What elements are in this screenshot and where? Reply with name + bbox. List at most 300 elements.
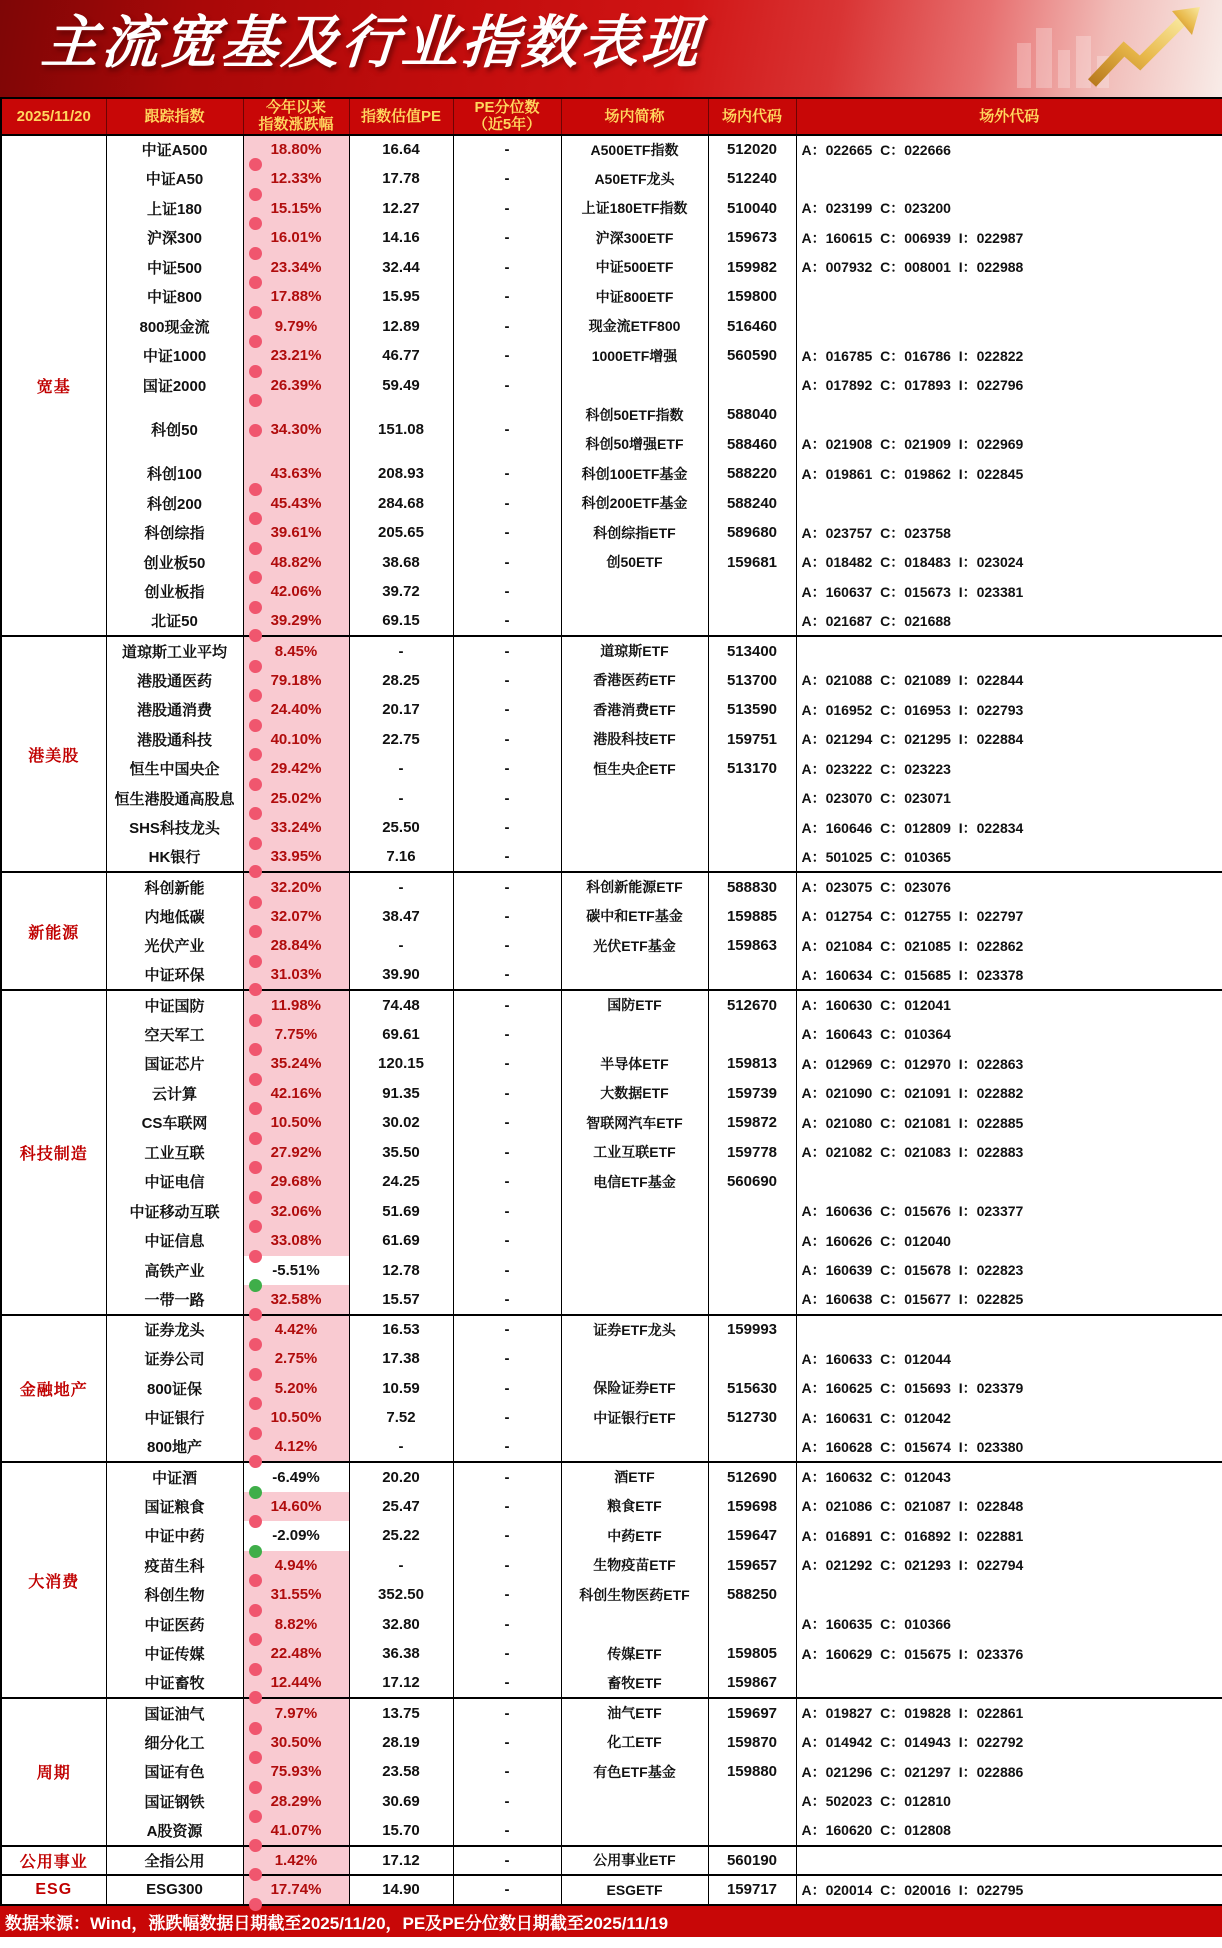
fund-abbr-cell: 科创新能源ETF — [561, 872, 708, 902]
pe-cell: 46.77 — [349, 341, 453, 371]
index-name-cell: 空天军工 — [106, 1020, 243, 1050]
positive-change-dot-icon — [249, 719, 262, 732]
fund-abbr-cell — [561, 1610, 708, 1640]
table-row — [1, 489, 1222, 519]
table-row — [1, 1079, 1222, 1109]
fund-code-cell: 589680 — [708, 518, 796, 548]
otc-codes-cell: A：021292 C：021293 I：022794 — [796, 1551, 1222, 1581]
fund-code-cell: 159880 — [708, 1757, 796, 1787]
table-row — [1, 961, 1222, 991]
pe-cell: 30.69 — [349, 1787, 453, 1817]
fund-abbr-cell — [561, 784, 708, 814]
otc-codes-cell: A：160632 C：012043 — [796, 1462, 1222, 1492]
fund-abbr-cell — [561, 1285, 708, 1315]
ytd-change-value: 7.97% — [274, 1704, 318, 1722]
fund-abbr-cell — [561, 1816, 708, 1846]
positive-change-dot-icon — [249, 1220, 262, 1233]
otc-codes-cell: A：160639 C：015678 I：022823 — [796, 1256, 1222, 1286]
otc-codes-cell: A：160628 C：015674 I：023380 — [796, 1433, 1222, 1463]
fund-code-cell: 159867 — [708, 1669, 796, 1699]
pe-percentile-cell: - — [453, 1462, 561, 1492]
fund-code-cell: 588040 — [708, 400, 796, 430]
pe-cell: 23.58 — [349, 1757, 453, 1787]
pe-percentile-cell: - — [453, 1226, 561, 1256]
fund-code-cell: 159993 — [708, 1315, 796, 1345]
otc-codes-cell: A：012969 C：012970 I：022863 — [796, 1049, 1222, 1079]
index-name-cell: 800地产 — [106, 1433, 243, 1463]
otc-codes-cell: A：021687 C：021688 — [796, 607, 1222, 637]
ytd-change-value: 30.50% — [270, 1733, 322, 1751]
fund-abbr-cell: 油气ETF — [561, 1698, 708, 1728]
index-name-cell: 中证传媒 — [106, 1639, 243, 1669]
index-name-cell: HK银行 — [106, 843, 243, 873]
otc-codes-cell: A：160629 C：015675 I：023376 — [796, 1639, 1222, 1669]
otc-codes-cell: A：021084 C：021085 I：022862 — [796, 931, 1222, 961]
index-name-cell: 国证芯片 — [106, 1049, 243, 1079]
positive-change-dot-icon — [249, 1043, 262, 1056]
table-row — [1, 253, 1222, 283]
index-name-cell: 中证A50 — [106, 164, 243, 194]
index-name-cell: 800证保 — [106, 1374, 243, 1404]
fund-code-cell: 513700 — [708, 666, 796, 696]
ytd-change-value: 31.55% — [270, 1586, 322, 1604]
index-name-cell: 恒生港股通高股息 — [106, 784, 243, 814]
ytd-change-value: 4.94% — [274, 1556, 318, 1574]
fund-code-cell — [708, 1816, 796, 1846]
fund-code-cell — [708, 1610, 796, 1640]
fund-code-cell: 159870 — [708, 1728, 796, 1758]
fund-abbr-cell: 中药ETF — [561, 1521, 708, 1551]
table-row — [1, 931, 1222, 961]
ytd-change-value: 39.61% — [270, 524, 322, 542]
negative-change-dot-icon — [249, 1279, 262, 1292]
positive-change-dot-icon — [249, 217, 262, 230]
pe-cell: 12.27 — [349, 194, 453, 224]
pe-percentile-cell: - — [453, 1757, 561, 1787]
positive-change-dot-icon — [249, 1455, 262, 1468]
header-col-ytd — [243, 98, 349, 135]
fund-code-cell: 588830 — [708, 872, 796, 902]
positive-change-dot-icon — [249, 1663, 262, 1676]
fund-abbr-cell: 化工ETF — [561, 1728, 708, 1758]
table-row — [1, 459, 1222, 489]
fund-abbr-cell — [561, 961, 708, 991]
pe-percentile-cell: - — [453, 754, 561, 784]
pe-cell: 32.44 — [349, 253, 453, 283]
table-body — [1, 135, 1222, 1905]
positive-change-dot-icon — [249, 1191, 262, 1204]
positive-change-dot-icon — [249, 1898, 262, 1911]
ytd-change-value: 14.60% — [270, 1497, 322, 1515]
table-row — [1, 194, 1222, 224]
table-row — [1, 1669, 1222, 1699]
pe-percentile-cell: - — [453, 1698, 561, 1728]
fund-abbr-cell: 科创综指ETF — [561, 518, 708, 548]
otc-codes-cell: A：022665 C：022666 — [796, 135, 1222, 165]
ytd-change-value: 2.75% — [274, 1350, 318, 1368]
ytd-change-value: 39.29% — [270, 612, 322, 630]
positive-change-dot-icon — [249, 896, 262, 909]
positive-change-dot-icon — [249, 1574, 262, 1587]
fund-abbr-cell: 创50ETF — [561, 548, 708, 578]
fund-abbr-cell — [561, 577, 708, 607]
fund-abbr-cell: 大数据ETF — [561, 1079, 708, 1109]
fund-abbr-cell: 有色ETF基金 — [561, 1757, 708, 1787]
ytd-change-value: 32.06% — [270, 1202, 322, 1220]
ytd-change-value: 16.01% — [270, 229, 322, 247]
otc-codes-cell: A：501025 C：010365 — [796, 843, 1222, 873]
otc-codes-cell: A：023757 C：023758 — [796, 518, 1222, 548]
ytd-change-value: 48.82% — [270, 553, 322, 571]
positive-change-dot-icon — [249, 365, 262, 378]
pe-percentile-cell: - — [453, 607, 561, 637]
pe-cell: - — [349, 754, 453, 784]
table-row — [1, 135, 1222, 165]
otc-codes-cell: A：017892 C：017893 I：022796 — [796, 371, 1222, 401]
fund-code-cell — [708, 577, 796, 607]
otc-codes-cell: A：007932 C：008001 I：022988 — [796, 253, 1222, 283]
pe-percentile-cell: - — [453, 1079, 561, 1109]
header-date: 2025/11/20 — [1, 98, 106, 135]
pe-cell: 74.48 — [349, 990, 453, 1020]
table-row — [1, 1846, 1222, 1876]
fund-abbr-cell: 半导体ETF — [561, 1049, 708, 1079]
table-row — [1, 1757, 1222, 1787]
table-row — [1, 1108, 1222, 1138]
otc-codes-cell: A：020014 C：020016 I：022795 — [796, 1875, 1222, 1905]
pe-cell: 15.57 — [349, 1285, 453, 1315]
pe-percentile-cell: - — [453, 931, 561, 961]
fund-abbr-cell — [561, 843, 708, 873]
otc-codes-cell: A：160637 C：015673 I：023381 — [796, 577, 1222, 607]
ytd-change-value: 12.44% — [270, 1674, 322, 1692]
fund-code-cell — [708, 1433, 796, 1463]
positive-change-dot-icon — [249, 1014, 262, 1027]
pe-cell: 32.80 — [349, 1610, 453, 1640]
fund-code-cell: 512020 — [708, 135, 796, 165]
header-col-ytd-line2: 指数涨跌幅 — [258, 116, 334, 134]
positive-change-dot-icon — [249, 1810, 262, 1823]
negative-change-dot-icon — [249, 1545, 262, 1558]
pe-cell: 7.16 — [349, 843, 453, 873]
pe-percentile-cell: - — [453, 548, 561, 578]
fund-abbr-cell: 科创100ETF基金 — [561, 459, 708, 489]
ytd-change-value: 11.98% — [270, 996, 322, 1014]
fund-abbr-cell: 公用事业ETF — [561, 1846, 708, 1876]
otc-codes-cell — [796, 312, 1222, 342]
pe-cell: 16.53 — [349, 1315, 453, 1345]
pe-percentile-cell: - — [453, 518, 561, 548]
header-col-ytd-line1: 今年以来 — [265, 99, 326, 116]
pe-cell: 20.17 — [349, 695, 453, 725]
ytd-change-value: 29.42% — [270, 760, 322, 778]
pe-percentile-cell: - — [453, 312, 561, 342]
otc-codes-cell — [796, 1669, 1222, 1699]
fund-abbr-cell: 沪深300ETF — [561, 223, 708, 253]
pe-cell: 16.64 — [349, 135, 453, 165]
fund-abbr-cell: 现金流ETF800 — [561, 312, 708, 342]
table-row — [1, 754, 1222, 784]
pe-cell: 36.38 — [349, 1639, 453, 1669]
ytd-change-value: 4.12% — [274, 1438, 318, 1456]
index-name-cell: 中证电信 — [106, 1167, 243, 1197]
table-row — [1, 1049, 1222, 1079]
fund-code-cell: 159698 — [708, 1492, 796, 1522]
fund-abbr-cell — [561, 1197, 708, 1227]
otc-codes-cell: A：016952 C：016953 I：022793 — [796, 695, 1222, 725]
fund-code-cell: 516460 — [708, 312, 796, 342]
table-row — [1, 1521, 1222, 1551]
otc-codes-cell — [796, 489, 1222, 519]
otc-codes-cell: A：019861 C：019862 I：022845 — [796, 459, 1222, 489]
ytd-change-value: 35.24% — [270, 1055, 322, 1073]
fund-code-cell — [708, 1226, 796, 1256]
fund-abbr-cell — [561, 371, 708, 401]
ytd-change-value: 32.58% — [270, 1290, 322, 1308]
fund-abbr-cell — [561, 813, 708, 843]
ytd-change-value: 18.80% — [270, 141, 322, 159]
index-name-cell: 证券龙头 — [106, 1315, 243, 1345]
otc-codes-cell: A：018482 C：018483 I：023024 — [796, 548, 1222, 578]
table-row — [1, 1698, 1222, 1728]
pe-percentile-cell: - — [453, 784, 561, 814]
pe-percentile-cell: - — [453, 1403, 561, 1433]
fund-abbr-cell: 保险证券ETF — [561, 1374, 708, 1404]
ytd-change-value: 12.33% — [270, 170, 322, 188]
table-row — [1, 607, 1222, 637]
otc-codes-cell: A：160633 C：012044 — [796, 1344, 1222, 1374]
fund-abbr-cell: A500ETF指数 — [561, 135, 708, 165]
positive-change-dot-icon — [249, 1868, 262, 1881]
index-name-cell: 内地低碳 — [106, 902, 243, 932]
index-name-cell: 科创生物 — [106, 1580, 243, 1610]
fund-code-cell: 512670 — [708, 990, 796, 1020]
table-row — [1, 1728, 1222, 1758]
fund-code-cell: 159681 — [708, 548, 796, 578]
otc-codes-cell — [796, 636, 1222, 666]
table-row — [1, 1285, 1222, 1315]
fund-code-cell — [708, 813, 796, 843]
pe-percentile-cell: - — [453, 1492, 561, 1522]
index-name-cell: 中证银行 — [106, 1403, 243, 1433]
fund-code-cell — [708, 371, 796, 401]
index-name-cell: 全指公用 — [106, 1846, 243, 1876]
pe-percentile-cell: - — [453, 1344, 561, 1374]
category-cell: 新能源 — [1, 872, 106, 990]
ytd-change-value: 4.42% — [274, 1321, 318, 1339]
fund-code-cell: 159739 — [708, 1079, 796, 1109]
table-row — [1, 1639, 1222, 1669]
header-row — [1, 98, 1222, 135]
table-row — [1, 1315, 1222, 1345]
positive-change-dot-icon — [249, 1722, 262, 1735]
ytd-change-value: 43.63% — [270, 465, 322, 483]
ytd-change-value: 28.84% — [270, 937, 322, 955]
fund-code-cell: 159813 — [708, 1049, 796, 1079]
index-name-cell: 科创综指 — [106, 518, 243, 548]
rising-arrow-icon — [1088, 5, 1208, 91]
positive-change-dot-icon — [249, 571, 262, 584]
banner — [0, 0, 1222, 97]
pe-percentile-cell: - — [453, 1875, 561, 1905]
positive-change-dot-icon — [249, 748, 262, 761]
fund-abbr-cell: 科创50ETF指数 — [561, 400, 708, 430]
pe-percentile-cell: - — [453, 1580, 561, 1610]
fund-code-cell — [708, 843, 796, 873]
pe-percentile-cell: - — [453, 1551, 561, 1581]
header-col-otc: 场外代码 — [796, 98, 1222, 135]
pe-cell: - — [349, 784, 453, 814]
ytd-change-value: 7.75% — [274, 1025, 318, 1043]
pe-percentile-cell: - — [453, 282, 561, 312]
fund-code-cell — [708, 1197, 796, 1227]
pe-percentile-cell: - — [453, 990, 561, 1020]
positive-change-dot-icon — [249, 1633, 262, 1646]
header-col-code: 场内代码 — [708, 98, 796, 135]
positive-change-dot-icon — [249, 1250, 262, 1263]
index-name-cell: A股资源 — [106, 1816, 243, 1846]
pe-cell: 12.89 — [349, 312, 453, 342]
index-name-cell: 中证A500 — [106, 135, 243, 165]
fund-abbr-cell: 工业互联ETF — [561, 1138, 708, 1168]
otc-codes-cell: A：016891 C：016892 I：022881 — [796, 1521, 1222, 1551]
fund-abbr-cell: 酒ETF — [561, 1462, 708, 1492]
pe-percentile-cell: - — [453, 1639, 561, 1669]
pe-percentile-cell: - — [453, 577, 561, 607]
index-name-cell: 中证国防 — [106, 990, 243, 1020]
fund-abbr-cell: 恒生央企ETF — [561, 754, 708, 784]
pe-percentile-cell: - — [453, 223, 561, 253]
pe-percentile-cell: - — [453, 813, 561, 843]
index-name-cell: 中证500 — [106, 253, 243, 283]
positive-change-dot-icon — [249, 601, 262, 614]
index-name-cell: 道琼斯工业平均 — [106, 636, 243, 666]
positive-change-dot-icon — [249, 306, 262, 319]
ytd-change-value: 45.43% — [270, 494, 322, 512]
otc-codes-cell: A：021080 C：021081 I：022885 — [796, 1108, 1222, 1138]
table-row — [1, 990, 1222, 1020]
data-source-note: 数据来源：Wind，涨跌幅数据日期截至2025/11/20，PE及PE分位数日期截至2025/11/19 — [5, 1913, 669, 1933]
fund-abbr-cell: 1000ETF增强 — [561, 341, 708, 371]
index-name-cell: 证券公司 — [106, 1344, 243, 1374]
pe-cell: 20.20 — [349, 1462, 453, 1492]
ytd-change-value: 32.07% — [270, 907, 322, 925]
pe-cell: 25.22 — [349, 1521, 453, 1551]
pe-percentile-cell: - — [453, 341, 561, 371]
pe-percentile-cell: - — [453, 459, 561, 489]
pe-percentile-cell: - — [453, 1374, 561, 1404]
fund-abbr-cell: 粮食ETF — [561, 1492, 708, 1522]
ytd-change-value: 17.74% — [270, 1881, 322, 1899]
otc-codes-cell — [796, 1167, 1222, 1197]
fund-code-cell: 588250 — [708, 1580, 796, 1610]
otc-codes-cell: A：023070 C：023071 — [796, 784, 1222, 814]
pe-cell: - — [349, 1433, 453, 1463]
fund-code-cell: 560190 — [708, 1846, 796, 1876]
pe-cell: 38.47 — [349, 902, 453, 932]
fund-code-cell: 560590 — [708, 341, 796, 371]
index-name-cell: 中证医药 — [106, 1610, 243, 1640]
table-row — [1, 1256, 1222, 1286]
pe-percentile-cell: - — [453, 725, 561, 755]
category-cell: 宽基 — [1, 135, 106, 637]
table-row — [1, 1610, 1222, 1640]
index-name-cell: 北证50 — [106, 607, 243, 637]
page-title: 主流宽基及行业指数表现 — [39, 11, 704, 75]
otc-codes-cell — [796, 282, 1222, 312]
pe-cell: 7.52 — [349, 1403, 453, 1433]
pe-cell: 39.90 — [349, 961, 453, 991]
fund-code-cell: 159647 — [708, 1521, 796, 1551]
otc-codes-cell: A：160625 C：015693 I：023379 — [796, 1374, 1222, 1404]
index-name-cell: SHS科技龙头 — [106, 813, 243, 843]
table-row — [1, 282, 1222, 312]
header-col-pe: 指数估值PE — [349, 98, 453, 135]
fund-code-cell: 159778 — [708, 1138, 796, 1168]
ytd-change-value: 41.07% — [270, 1821, 322, 1839]
ytd-change-value: -2.09% — [272, 1527, 320, 1545]
pe-cell: 39.72 — [349, 577, 453, 607]
pe-cell: 28.25 — [349, 666, 453, 696]
otc-codes-cell: A：160636 C：015676 I：023377 — [796, 1197, 1222, 1227]
otc-codes-cell: A：502023 C：012810 — [796, 1787, 1222, 1817]
pe-cell: 120.15 — [349, 1049, 453, 1079]
pe-percentile-cell: - — [453, 1610, 561, 1640]
pe-cell: 15.95 — [349, 282, 453, 312]
fund-abbr-cell: 科创200ETF基金 — [561, 489, 708, 519]
fund-code-cell: 512690 — [708, 1462, 796, 1492]
pe-percentile-cell: - — [453, 1669, 561, 1699]
positive-change-dot-icon — [249, 394, 262, 407]
positive-change-dot-icon — [249, 542, 262, 555]
pe-percentile-cell: - — [453, 1108, 561, 1138]
category-cell: 大消费 — [1, 1462, 106, 1698]
index-name-cell: 科创新能 — [106, 872, 243, 902]
positive-change-dot-icon — [249, 1338, 262, 1351]
category-cell: ESG — [1, 1875, 106, 1905]
pe-cell: 22.75 — [349, 725, 453, 755]
table-row — [1, 1816, 1222, 1846]
pe-percentile-cell: - — [453, 1049, 561, 1079]
table-row — [1, 1551, 1222, 1581]
table-row — [1, 1462, 1222, 1492]
fund-abbr-cell — [561, 1344, 708, 1374]
table-row — [1, 1433, 1222, 1463]
index-table — [0, 97, 1222, 1906]
ytd-change-cell — [243, 459, 349, 489]
fund-code-cell — [708, 1256, 796, 1286]
ytd-change-value: 33.95% — [270, 848, 322, 866]
fund-abbr-cell: A50ETF龙头 — [561, 164, 708, 194]
table-row — [1, 843, 1222, 873]
index-name-cell: 港股通消费 — [106, 695, 243, 725]
index-name-cell: 中证信息 — [106, 1226, 243, 1256]
pe-cell: 15.70 — [349, 1816, 453, 1846]
otc-codes-cell: A：021908 C：021909 I：022969 — [796, 430, 1222, 460]
ytd-change-value: 34.30% — [270, 421, 322, 438]
category-cell: 科技制造 — [1, 990, 106, 1315]
otc-codes-cell: A：160646 C：012809 I：022834 — [796, 813, 1222, 843]
pe-cell: 30.02 — [349, 1108, 453, 1138]
pe-percentile-cell: - — [453, 1020, 561, 1050]
fund-code-cell: 159751 — [708, 725, 796, 755]
fund-code-cell: 159863 — [708, 931, 796, 961]
fund-abbr-cell: 科创生物医药ETF — [561, 1580, 708, 1610]
fund-code-cell: 159805 — [708, 1639, 796, 1669]
table-row — [1, 1138, 1222, 1168]
otc-codes-cell: A：160631 C：012042 — [796, 1403, 1222, 1433]
pe-percentile-cell: - — [453, 1197, 561, 1227]
